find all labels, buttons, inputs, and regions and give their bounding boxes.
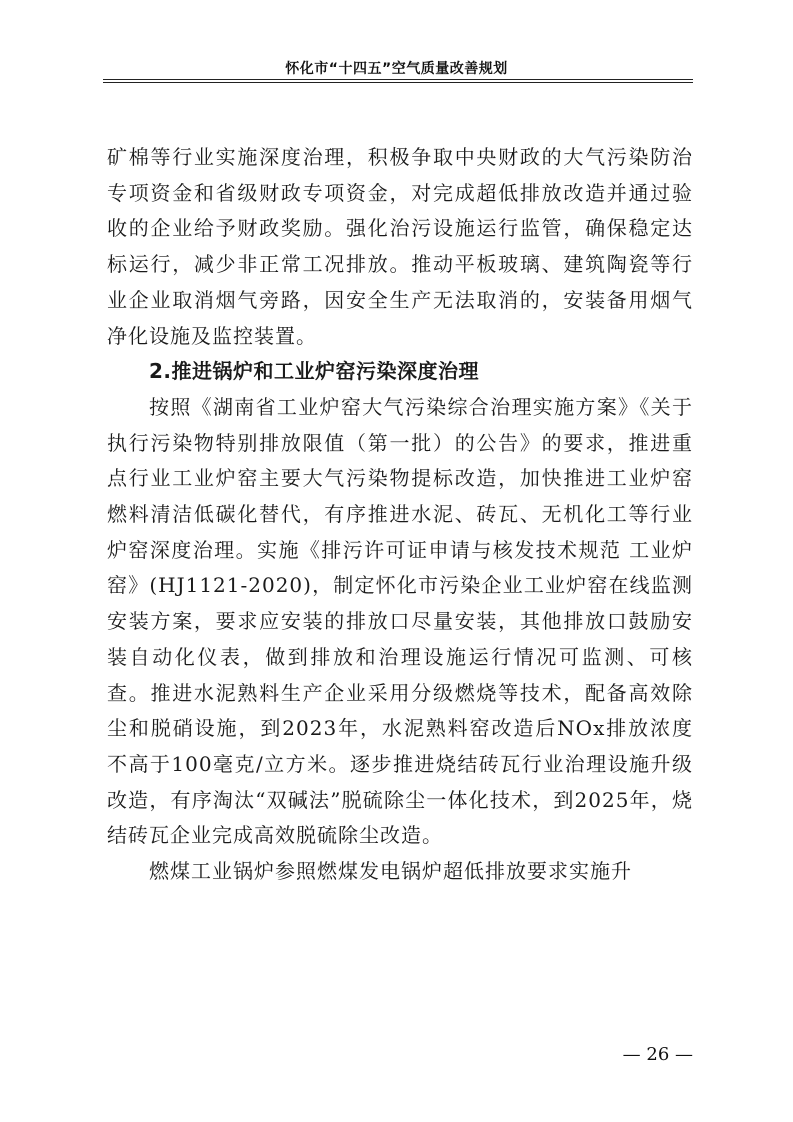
document-body (107, 140, 693, 890)
header-divider (103, 79, 693, 80)
header-divider-thin (103, 82, 693, 83)
document-title: 怀化市“十四五”空气质量改善规划 (285, 61, 508, 77)
paragraph-coal-boilers: 燃煤工业锅炉参照燃煤发电锅炉超低排放要求实施升 (149, 859, 632, 884)
paragraph-industrial-kilns: 按照《湖南省工业炉窑大气污染综合治理实施方案》《关于执行污染物特别排放限值（第一批）的公告》的要求，推进重点行业工业炉窑主要大气污染物提标改造，加快推进工业炉窑燃料清洁低碳化替代，有序推进水泥、砖瓦、无机化工等行业炉窑深度治理。实施《排污许可证申请与核发技术规范 工业炉窑》(HJ1121-2020)，制定怀化市污染企业工业炉窑在线监测安装方案，要求应安装的排放口尽量安装，其他排放口鼓励安装自动化仪表，做到排放和治理设施运行情况可监测、可核查。推进水泥熟料生产企业采用分级燃烧等技术，配备高效除尘和脱硝设施，到2023年，水泥熟料窑改造后NOx排放浓度不高于100毫克/立方米。逐步推进烧结砖瓦行业治理设施升级改造，有序淘汰“双碱法”脱硫除尘一体化技术，到2025年，烧结砖瓦企业完成高效脱硫除尘改造。 (107, 394, 693, 848)
page-number: — 26 — (622, 1044, 693, 1065)
section-heading: 2.推进锅炉和工业炉窑污染深度治理 (149, 359, 480, 384)
paragraph-continued: 矿棉等行业实施深度治理，积极争取中央财政的大气污染防治专项资金和省级财政专项资金，对完成超低排放改造并通过验收的企业给予财政奖励。强化治污设施运行监管，确保稳定达标运行，减少非正常工况排放。推动平板玻璃、建筑陶瓷等行业企业取消烟气旁路，因安全生产无法取消的，安装备用烟气净化设施及监控装置。 (107, 145, 693, 348)
